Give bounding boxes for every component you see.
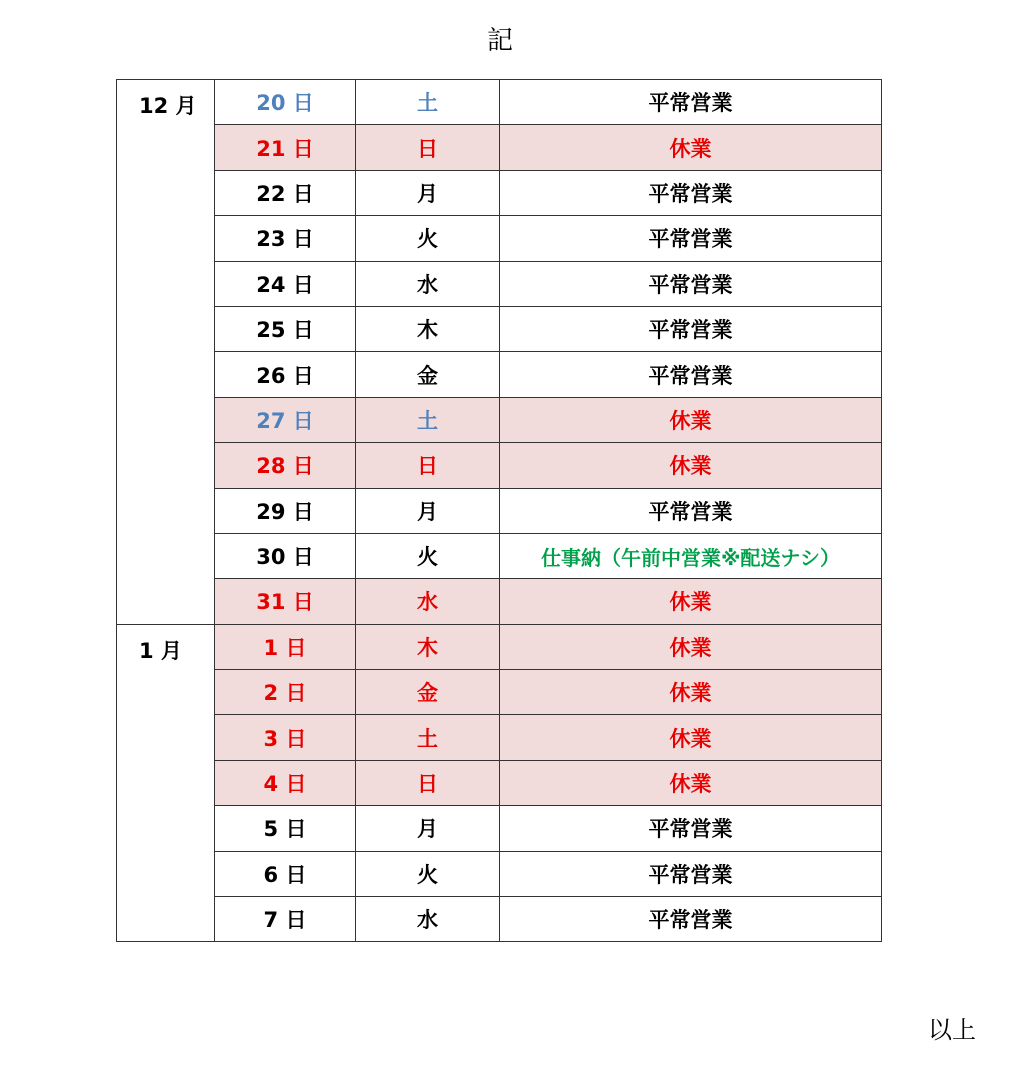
status-cell: 平常営業 [500, 851, 882, 896]
document-title: 記 [486, 26, 513, 56]
table-row [117, 533, 882, 578]
status-cell: 休業 [500, 397, 882, 442]
date-cell: 22 日 [215, 170, 356, 215]
weekday-cell: 月 [356, 170, 500, 215]
date-cell: 29 日 [215, 488, 356, 533]
date-cell: 2 日 [215, 670, 356, 715]
weekday-cell: 木 [356, 306, 500, 351]
date-cell: 5 日 [215, 806, 356, 851]
status-cell: 平常営業 [500, 306, 882, 351]
weekday-cell: 月 [356, 488, 500, 533]
status-cell: 平常営業 [500, 897, 882, 942]
status-cell: 平常営業 [500, 80, 882, 125]
weekday-cell: 土 [356, 397, 500, 442]
status-cell: 平常営業 [500, 261, 882, 306]
weekday-cell: 日 [356, 443, 500, 488]
weekday-cell: 水 [356, 579, 500, 624]
date-cell: 23 日 [215, 216, 356, 261]
weekday-cell: 金 [356, 670, 500, 715]
table-row [117, 306, 882, 351]
table-row [117, 760, 882, 805]
status-cell: 平常営業 [500, 806, 882, 851]
table-row [117, 261, 882, 306]
weekday-cell: 火 [356, 216, 500, 261]
weekday-cell: 木 [356, 624, 500, 669]
table-row [117, 80, 882, 125]
date-cell: 20 日 [215, 80, 356, 125]
status-cell: 休業 [500, 125, 882, 170]
status-cell: 休業 [500, 579, 882, 624]
table-row [117, 170, 882, 215]
date-cell: 26 日 [215, 352, 356, 397]
status-cell: 平常営業 [500, 170, 882, 215]
weekday-cell: 水 [356, 897, 500, 942]
table-row [117, 125, 882, 170]
weekday-cell: 金 [356, 352, 500, 397]
status-cell: 平常営業 [500, 352, 882, 397]
weekday-cell: 火 [356, 533, 500, 578]
table-row [117, 216, 882, 261]
date-cell: 3 日 [215, 715, 356, 760]
weekday-cell: 水 [356, 261, 500, 306]
table-row [117, 579, 882, 624]
date-cell: 4 日 [215, 760, 356, 805]
date-cell: 24 日 [215, 261, 356, 306]
schedule-body [117, 80, 882, 942]
status-cell: 休業 [500, 760, 882, 805]
table-row [117, 488, 882, 533]
table-row [117, 715, 882, 760]
table-row [117, 806, 882, 851]
date-cell: 6 日 [215, 851, 356, 896]
status-cell: 休業 [500, 443, 882, 488]
date-cell: 1 日 [215, 624, 356, 669]
table-row [117, 352, 882, 397]
date-cell: 30 日 [215, 533, 356, 578]
month-label: 1 月 [117, 624, 215, 942]
weekday-cell: 土 [356, 80, 500, 125]
month-label: 12 月 [117, 80, 215, 625]
date-cell: 31 日 [215, 579, 356, 624]
status-cell: 平常営業 [500, 488, 882, 533]
closing-text: 以上 [928, 1016, 976, 1044]
table-row [117, 670, 882, 715]
table-row [117, 897, 882, 942]
weekday-cell: 火 [356, 851, 500, 896]
table-row [117, 851, 882, 896]
date-cell: 27 日 [215, 397, 356, 442]
status-cell: 休業 [500, 715, 882, 760]
weekday-cell: 日 [356, 760, 500, 805]
date-cell: 25 日 [215, 306, 356, 351]
date-cell: 28 日 [215, 443, 356, 488]
status-cell: 平常営業 [500, 216, 882, 261]
weekday-cell: 土 [356, 715, 500, 760]
status-cell: 休業 [500, 670, 882, 715]
status-cell: 休業 [500, 624, 882, 669]
table-row [117, 443, 882, 488]
table-row [117, 624, 882, 669]
date-cell: 7 日 [215, 897, 356, 942]
weekday-cell: 月 [356, 806, 500, 851]
table-row [117, 397, 882, 442]
status-cell: 仕事納（午前中営業※配送ナシ） [500, 533, 882, 578]
weekday-cell: 日 [356, 125, 500, 170]
date-cell: 21 日 [215, 125, 356, 170]
holiday-schedule-table [116, 79, 882, 942]
